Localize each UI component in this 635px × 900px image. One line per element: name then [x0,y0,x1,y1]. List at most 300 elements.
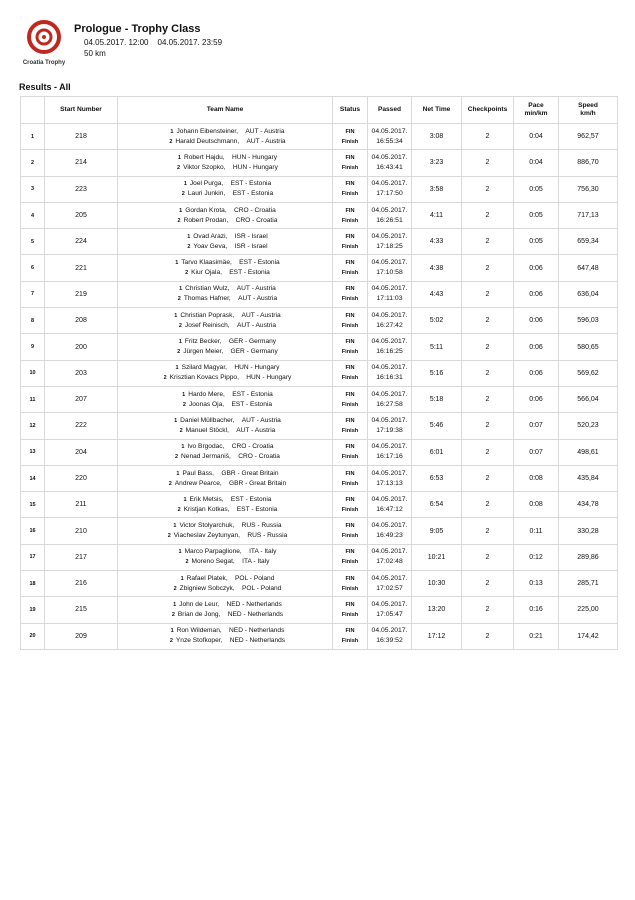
passed-date: 04.05.2017. [371,522,408,530]
status-cell [333,597,368,623]
rank-cell: 7 [21,281,45,307]
pace-cell: 0:06 [514,386,559,412]
team-cell [118,360,333,386]
results-table [20,96,618,650]
member-name: John de Leur, [179,600,220,608]
member-index: 1 [187,233,191,240]
passed-date: 04.05.2017. [371,495,408,503]
member-name: Thomas Hafner, [183,295,231,303]
team-cell [118,202,333,228]
member-name: Kiur Ojala, [191,269,222,277]
team-member-2 [118,400,332,410]
start-number-cell: 222 [45,413,118,439]
team-member-2 [118,294,332,304]
pace-cell: 0:12 [514,544,559,570]
net-time-cell: 5:11 [412,334,462,360]
passed-cell [368,492,412,518]
status-text: Finish [341,349,359,356]
team-cell [118,150,333,176]
net-time-cell: 6:53 [412,465,462,491]
results-body [21,124,618,650]
passed-time: 17:18:25 [376,242,403,250]
status-code: FIN [345,628,355,635]
member-name: Fritz Becker, [184,338,222,346]
rank-cell: 12 [21,413,45,439]
report-title: Prologue - Trophy Class [74,23,201,35]
passed-cell [368,544,412,570]
rank-cell: 15 [21,492,45,518]
speed-cell: 717,13 [559,202,618,228]
team-member-1 [118,626,332,636]
start-number-cell: 210 [45,518,118,544]
member-country: EST - Estonia [230,180,272,188]
member-name: Zbigniew Sobczyk, [179,584,235,592]
logo-ring-icon [26,18,62,58]
member-index: 2 [168,480,172,487]
passed-time: 17:17:50 [376,190,403,198]
rank-cell: 1 [21,124,45,150]
rank-cell: 10 [21,360,45,386]
passed-cell [368,518,412,544]
net-time-cell: 4:38 [412,255,462,281]
rank-cell: 18 [21,571,45,597]
checkpoints-cell: 2 [462,124,514,150]
passed-cell [368,439,412,465]
team-member-2 [118,505,332,515]
checkpoints-cell: 2 [462,229,514,255]
team-cell [118,492,333,518]
table-row [21,597,618,623]
member-name: Viktor Szopko, [183,163,226,171]
speed-cell: 596,03 [559,308,618,334]
start-number-cell: 223 [45,176,118,202]
status-text: Finish [341,401,359,408]
member-country: AUT - Austria [241,311,281,319]
checkpoints-cell: 2 [462,176,514,202]
status-text: Finish [341,270,359,277]
passed-time: 16:17:16 [376,453,403,461]
team-member-1 [118,442,332,452]
table-row [21,623,618,649]
team-member-2 [118,216,332,226]
start-number-cell: 214 [45,150,118,176]
passed-date: 04.05.2017. [371,416,408,424]
col-speed [559,97,618,124]
net-time-cell: 5:16 [412,360,462,386]
member-index: 1 [176,470,180,477]
passed-time: 17:13:13 [376,479,403,487]
passed-date: 04.05.2017. [371,127,408,135]
team-member-2 [118,268,332,278]
status-code: FIN [345,575,355,582]
event-distance: 50 km [84,49,106,58]
speed-cell: 636,04 [559,281,618,307]
team-member-1 [118,363,332,373]
passed-cell [368,229,412,255]
team-cell [118,413,333,439]
checkpoints-cell: 2 [462,386,514,412]
checkpoints-cell: 2 [462,492,514,518]
net-time-cell: 9:05 [412,518,462,544]
speed-cell: 225,00 [559,597,618,623]
start-number-cell: 203 [45,360,118,386]
net-time-cell: 5:02 [412,308,462,334]
member-index: 2 [169,138,173,145]
member-index: 1 [174,312,178,319]
member-name: Harald Deutschmann, [175,137,240,145]
passed-date: 04.05.2017. [371,390,408,398]
team-cell [118,386,333,412]
event-dates [84,38,222,47]
table-header-row [21,97,618,124]
member-name: Gordan Krota, [185,206,227,214]
member-index: 1 [170,128,174,135]
passed-time: 17:02:57 [376,584,403,592]
table-row [21,492,618,518]
start-datetime: 04.05.2017. 12:00 [84,38,149,47]
member-country: AUT - Austria [236,426,276,434]
member-name: Jürgen Meier, [183,348,224,356]
start-number-cell: 224 [45,229,118,255]
status-code: FIN [345,549,355,556]
member-country: EST - Estonia [231,400,273,408]
speed-cell: 569,62 [559,360,618,386]
passed-cell [368,360,412,386]
net-time-cell: 6:01 [412,439,462,465]
passed-date: 04.05.2017. [371,153,408,161]
pace-cell: 0:07 [514,439,559,465]
passed-time: 16:47:12 [376,505,403,513]
member-name: Nenad Jermaniš, [181,453,231,461]
member-index: 2 [171,611,175,618]
member-index: 2 [181,191,185,198]
member-country: AUT - Austria [236,285,276,293]
team-cell [118,334,333,360]
pace-cell: 0:13 [514,571,559,597]
team-cell [118,281,333,307]
pace-cell: 0:05 [514,229,559,255]
member-country: POL - Poland [241,584,282,592]
member-name: Victor Stolyarchuk, [179,522,235,530]
status-text: Finish [341,138,359,145]
table-row [21,465,618,491]
passed-time: 16:55:34 [376,137,403,145]
report-header [18,18,618,74]
checkpoints-cell: 2 [462,571,514,597]
logo-text: Croatia Trophy [22,60,66,66]
status-cell [333,439,368,465]
table-row [21,334,618,360]
passed-time: 17:02:48 [376,558,403,566]
member-country: EST - Estonia [236,505,278,513]
start-number-cell: 220 [45,465,118,491]
passed-date: 04.05.2017. [371,600,408,608]
member-index: 1 [173,601,177,608]
rank-cell: 17 [21,544,45,570]
member-index: 1 [178,549,182,556]
team-member-2 [118,137,332,147]
net-time-cell: 4:33 [412,229,462,255]
member-index: 1 [173,523,177,530]
member-index: 2 [173,585,177,592]
start-number-cell: 209 [45,623,118,649]
status-code: FIN [345,154,355,161]
pace-cell: 0:16 [514,597,559,623]
col-pace-line2: min/km [524,110,548,117]
table-row [21,176,618,202]
speed-cell: 647,48 [559,255,618,281]
passed-date: 04.05.2017. [371,443,408,451]
status-cell [333,255,368,281]
speed-cell: 659,34 [559,229,618,255]
team-member-2 [118,479,332,489]
member-country: NED - Netherlands [226,600,282,608]
member-name: Paul Bass, [182,469,215,477]
status-text: Finish [341,243,359,250]
status-code: FIN [345,391,355,398]
status-code: FIN [345,233,355,240]
team-member-2 [118,347,332,357]
status-text: Finish [341,533,359,540]
pace-cell: 0:11 [514,518,559,544]
member-name: Ron Wildeman, [176,627,222,635]
status-code: FIN [345,470,355,477]
speed-cell: 520,23 [559,413,618,439]
rank-cell: 9 [21,334,45,360]
team-member-1 [118,206,332,216]
start-number-cell: 219 [45,281,118,307]
start-number-cell: 200 [45,334,118,360]
passed-time: 16:39:52 [376,637,403,645]
status-cell [333,623,368,649]
member-country: POL - Poland [235,574,275,582]
passed-cell [368,176,412,202]
status-text: Finish [341,480,359,487]
passed-cell [368,623,412,649]
rank-cell: 19 [21,597,45,623]
checkpoints-cell: 2 [462,308,514,334]
table-row [21,544,618,570]
start-number-cell: 205 [45,202,118,228]
member-country: CRO - Croatia [238,453,280,461]
passed-cell [368,413,412,439]
team-member-1 [118,337,332,347]
status-code: FIN [345,496,355,503]
status-cell [333,176,368,202]
pace-cell: 0:06 [514,255,559,281]
col-speed-line1: Speed [578,102,598,109]
status-text: Finish [341,217,359,224]
col-team-name: Team Name [118,97,333,124]
status-code: FIN [345,312,355,319]
team-member-1 [118,469,332,479]
speed-cell: 174,42 [559,623,618,649]
col-pace [514,97,559,124]
status-text: Finish [341,559,359,566]
passed-date: 04.05.2017. [371,574,408,582]
net-time-cell: 6:54 [412,492,462,518]
status-cell [333,202,368,228]
status-code: FIN [345,286,355,293]
status-code: FIN [345,181,355,188]
start-number-cell: 208 [45,308,118,334]
checkpoints-cell: 2 [462,597,514,623]
member-country: NED - Netherlands [227,610,284,618]
status-text: Finish [341,611,359,618]
passed-time: 17:10:58 [376,269,403,277]
status-text: Finish [341,427,359,434]
rank-cell: 14 [21,465,45,491]
speed-cell: 285,71 [559,571,618,597]
member-country: EST - Estonia [232,190,274,198]
passed-time: 16:26:51 [376,216,403,224]
member-index: 2 [177,217,181,224]
team-cell [118,597,333,623]
status-text: Finish [341,638,359,645]
pace-cell: 0:04 [514,150,559,176]
col-status: Status [333,97,368,124]
status-code: FIN [345,444,355,451]
member-index: 1 [180,575,184,582]
member-country: ISR - Israel [234,232,268,240]
member-country: NED - Netherlands [229,627,285,635]
member-name: Brian de Jong, [177,610,221,618]
checkpoints-cell: 2 [462,623,514,649]
col-start-number: Start Number [45,97,118,124]
member-index: 1 [174,417,178,424]
status-text: Finish [341,322,359,329]
passed-time: 16:16:25 [376,348,403,356]
passed-time: 16:43:41 [376,163,403,171]
passed-date: 04.05.2017. [371,311,408,319]
member-index: 1 [175,260,179,267]
pace-cell: 0:21 [514,623,559,649]
net-time-cell: 5:18 [412,386,462,412]
passed-date: 04.05.2017. [371,364,408,372]
team-member-2 [118,610,332,620]
table-row [21,281,618,307]
speed-cell: 434,78 [559,492,618,518]
table-row [21,124,618,150]
passed-cell [368,571,412,597]
member-index: 1 [178,339,182,346]
member-index: 2 [177,296,181,303]
passed-cell [368,308,412,334]
member-index: 2 [185,559,189,566]
start-number-cell: 211 [45,492,118,518]
member-name: Robert Prodan, [183,216,229,224]
col-speed-line2: km/h [580,110,596,117]
status-cell [333,492,368,518]
status-cell [333,571,368,597]
passed-date: 04.05.2017. [371,338,408,346]
member-name: Robert Hajdu, [183,153,225,161]
passed-time: 17:05:47 [376,610,403,618]
col-rank [21,97,45,124]
member-index: 1 [170,628,174,635]
member-country: AUT - Austria [236,321,277,329]
member-country: NED - Netherlands [229,637,286,645]
status-cell [333,150,368,176]
member-name: Kristjan Kotkas, [183,505,230,513]
member-name: Christian Poprask, [180,311,235,319]
member-index: 2 [177,349,181,356]
team-cell [118,623,333,649]
checkpoints-cell: 2 [462,465,514,491]
member-name: Viacheslav Zeytunyan, [173,532,240,540]
status-cell [333,229,368,255]
member-name: Joonas Oja, [188,400,225,408]
member-country: AUT - Austria [241,416,281,424]
member-country: HUN - Hungary [246,374,292,382]
status-text: Finish [341,375,359,382]
rank-cell: 11 [21,386,45,412]
speed-cell: 886,70 [559,150,618,176]
team-cell [118,229,333,255]
member-country: RUS - Russia [247,532,288,540]
status-cell [333,308,368,334]
member-index: 1 [183,181,187,188]
speed-cell: 580,65 [559,334,618,360]
team-member-1 [118,521,332,531]
checkpoints-cell: 2 [462,281,514,307]
rank-cell: 20 [21,623,45,649]
passed-date: 04.05.2017. [371,206,408,214]
team-member-2 [118,531,332,541]
pace-cell: 0:06 [514,308,559,334]
member-country: HUN - Hungary [234,364,280,372]
passed-cell [368,150,412,176]
start-number-cell: 207 [45,386,118,412]
member-name: Ovad Arazi, [193,232,228,240]
team-member-1 [118,600,332,610]
member-index: 2 [177,164,181,171]
member-index: 2 [163,375,167,382]
member-name: Ynze Stofkoper, [175,637,223,645]
net-time-cell: 10:30 [412,571,462,597]
team-member-1 [118,390,332,400]
member-country: CRO - Croatia [231,443,274,451]
status-code: FIN [345,601,355,608]
member-name: Krisztian Kovacs Pippo, [169,374,239,382]
passed-cell [368,255,412,281]
team-member-2 [118,636,332,646]
team-member-1 [118,179,332,189]
pace-cell: 0:08 [514,492,559,518]
rank-cell: 8 [21,308,45,334]
croatia-trophy-logo [18,18,70,72]
passed-time: 16:16:31 [376,374,403,382]
checkpoints-cell: 2 [462,334,514,360]
checkpoints-cell: 2 [462,360,514,386]
passed-time: 16:27:42 [376,321,403,329]
member-country: EST - Estonia [230,495,272,503]
team-member-2 [118,373,332,383]
passed-cell [368,386,412,412]
member-index: 2 [167,533,171,540]
team-cell [118,439,333,465]
net-time-cell: 4:43 [412,281,462,307]
member-index: 2 [182,401,186,408]
status-code: FIN [345,523,355,530]
checkpoints-cell: 2 [462,544,514,570]
member-country: CRO - Croatia [235,216,278,224]
team-cell [118,124,333,150]
member-name: Johann Eibensteiner, [176,127,239,135]
table-row [21,150,618,176]
team-cell [118,571,333,597]
pace-cell: 0:05 [514,202,559,228]
